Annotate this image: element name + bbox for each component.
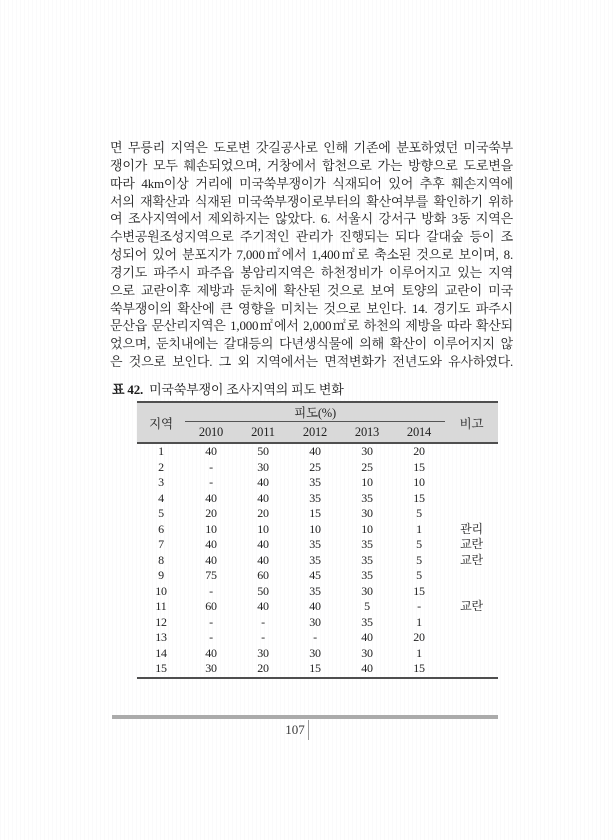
cell-remark: [445, 475, 498, 491]
cell-value-2010: -: [209, 459, 213, 474]
cell-value-2014: 1: [416, 645, 422, 660]
paragraph-line: 여 조사지역에서 제외하지는 않았다. 6. 서울시 강서구 방화 3동 지역은: [110, 211, 513, 227]
cell-value-2012: 35: [309, 490, 321, 505]
cell-remark: [445, 491, 498, 507]
cell-value-2013: 35: [361, 614, 373, 629]
table-caption-text: 미국쑥부쟁이 조사지역의 피도 변화: [149, 382, 344, 397]
cell-value-2014: 1: [416, 521, 422, 536]
cell-value-2012: 30: [309, 645, 321, 660]
cell-region: 8: [158, 552, 164, 567]
cell-value-2011: 40: [257, 599, 269, 613]
cell-value-2013: 40: [361, 630, 373, 644]
table-row: [137, 599, 498, 615]
paragraph-line: 쑥부쟁이의 확산에 큰 영향을 미치는 것으로 보인다. 14. 경기도 파주시: [110, 300, 513, 316]
cell-remark: [445, 646, 498, 662]
cell-remark: [445, 630, 498, 646]
cell-value-2013: 30: [361, 506, 373, 520]
cell-remark: [445, 584, 498, 600]
cell-value-2013: 30: [361, 444, 373, 458]
paragraph: [110, 139, 513, 371]
table-row: [137, 661, 498, 678]
table-row: [137, 630, 498, 646]
table-row: [137, 460, 498, 476]
cell-region: 2: [158, 459, 164, 474]
cell-value-2014: 15: [413, 459, 425, 474]
cell-value-2012: 15: [309, 661, 321, 675]
cell-value-2012: 40: [309, 599, 321, 613]
table-caption-label: 표 42.: [112, 382, 144, 397]
paragraph-line: 문산읍 문산리지역은 1,000㎡에서 2,000㎡로 하천의 제방을 따라 확산되: [110, 318, 513, 334]
footer-rule: [112, 715, 498, 719]
cell-value-2013: 10: [361, 521, 373, 536]
page-number: 107: [285, 722, 305, 737]
cell-value-2013: 35: [361, 552, 373, 567]
cell-value-2011: 40: [257, 537, 269, 551]
cell-remark: [445, 615, 498, 631]
table-caption: [112, 379, 515, 398]
cell-value-2011: 60: [257, 568, 269, 582]
cell-value-2010: 40: [205, 537, 217, 551]
table-row: [137, 506, 498, 522]
cell-value-2013: 35: [361, 490, 373, 505]
table-row: [137, 537, 498, 553]
cell-value-2011: 40: [257, 490, 269, 505]
cell-value-2013: 30: [361, 583, 373, 598]
table-row: [137, 584, 498, 600]
cell-value-2011: 20: [257, 661, 269, 675]
cell-region: 4: [158, 490, 164, 505]
cell-remark: [445, 443, 498, 460]
table-row: [137, 553, 498, 569]
cell-remark: 교란: [460, 599, 483, 613]
column-header-year-2014: 2014: [393, 422, 445, 444]
cell-value-2011: 40: [257, 475, 269, 489]
cell-remark: [445, 568, 498, 584]
paragraph-line: 면 무릉리 지역은 도로변 갓길공사로 인해 기존에 분포하였던 미국쑥부: [110, 140, 513, 155]
paragraph-line: 성되어 있어 분포지가 7,000㎡에서 1,400㎡로 축소된 것으로 보이며, 8.: [110, 247, 513, 263]
table-row: [137, 475, 498, 491]
cell-region: 9: [158, 568, 164, 582]
table-row: [137, 568, 498, 584]
cell-value-2010: 40: [205, 645, 217, 660]
column-header-year-2011: 2011: [237, 422, 289, 444]
cell-value-2014: 15: [413, 490, 425, 505]
cell-remark: 교란: [460, 552, 483, 567]
cell-region: 6: [158, 521, 164, 536]
cell-value-2012: 35: [309, 475, 321, 489]
paragraph-line: 경기도 파주시 파주읍 봉암리지역은 하천정비가 이루어지고 있는 지역: [110, 264, 513, 280]
cell-value-2012: 35: [309, 537, 321, 551]
cell-value-2010: -: [209, 475, 213, 489]
cell-region: 7: [158, 537, 164, 551]
cell-value-2013: 5: [364, 599, 370, 613]
cell-region: 11: [155, 599, 167, 613]
cell-value-2014: 5: [416, 552, 422, 567]
cell-value-2011: 30: [257, 459, 269, 474]
cell-value-2014: 5: [416, 568, 422, 582]
cell-value-2014: 15: [413, 661, 425, 675]
paragraph-line: 따라 4km이상 거리에 미국쑥부쟁이가 식재되어 있어 추후 훼손지역에: [110, 175, 513, 191]
cell-value-2013: 35: [361, 537, 373, 551]
coverage-table: [137, 401, 498, 679]
cell-value-2010: -: [209, 583, 213, 598]
table-header: [137, 402, 498, 443]
cell-value-2013: 25: [361, 459, 373, 474]
cell-region: 1: [158, 444, 164, 458]
cell-remark: [445, 460, 498, 476]
table-row: [137, 443, 498, 460]
column-header-year-2012: 2012: [289, 422, 341, 444]
cell-value-2014: 1: [416, 614, 422, 629]
cell-value-2011: -: [261, 614, 265, 629]
cell-region: 5: [158, 506, 164, 520]
cell-value-2010: 10: [205, 521, 217, 536]
cell-value-2010: 60: [205, 599, 217, 613]
table-row: [137, 615, 498, 631]
cell-value-2011: -: [261, 630, 265, 644]
paragraph-line: 은 것으로 보인다. 그 외 지역에서는 면적변화가 전년도와 유사하였다.: [110, 354, 513, 370]
cell-remark: 관리: [460, 521, 483, 536]
cell-value-2014: 15: [413, 583, 425, 598]
cell-value-2010: 30: [205, 661, 217, 675]
cell-value-2011: 30: [257, 645, 269, 660]
cell-value-2014: 20: [413, 630, 425, 644]
cell-value-2014: 5: [416, 506, 422, 520]
cell-value-2013: 40: [361, 661, 373, 675]
cell-value-2012: 35: [309, 583, 321, 598]
paragraph-line: 서의 재확산과 식재된 미국쑥부쟁이로부터의 확산여부를 확인하기 위하: [110, 193, 513, 209]
paragraph-line: 었으며, 둔치내에는 갈대등의 다년생식물에 의해 확산이 이루어지지 않: [110, 336, 513, 352]
cell-value-2011: 20: [257, 506, 269, 520]
cell-value-2014: 10: [413, 475, 425, 489]
table-row: [137, 522, 498, 538]
cell-value-2012: 40: [309, 444, 321, 458]
cell-value-2012: -: [313, 630, 317, 644]
cell-remark: 교란: [460, 537, 483, 551]
cell-region: 10: [155, 583, 167, 598]
cell-value-2013: 10: [361, 475, 373, 489]
cell-value-2011: 50: [257, 444, 269, 458]
column-header-year-2010: 2010: [185, 422, 237, 444]
cell-remark: [445, 506, 498, 522]
page-number-tick: [308, 720, 309, 740]
column-header-region: 지역: [137, 402, 185, 443]
cell-region: 15: [155, 661, 167, 675]
cell-value-2014: -: [417, 599, 421, 613]
cell-region: 12: [155, 614, 167, 629]
table-header-group-row: [137, 402, 498, 422]
cell-value-2010: 40: [205, 444, 217, 458]
table-row: [137, 646, 498, 662]
cell-value-2012: 15: [309, 506, 321, 520]
paragraph-line: 쟁이가 모두 훼손되었으며, 거창에서 합천으로 가는 방향으로 도로변을: [110, 157, 513, 173]
table-header-year-row: [137, 422, 498, 444]
cell-region: 13: [155, 630, 167, 644]
cell-value-2010: 40: [205, 490, 217, 505]
column-header-remark: 비고: [445, 402, 498, 443]
cell-value-2010: -: [209, 614, 213, 629]
cell-region: 14: [155, 645, 167, 660]
cell-value-2012: 10: [309, 521, 321, 536]
cell-value-2010: 40: [205, 552, 217, 567]
table-row: [137, 491, 498, 507]
cell-value-2013: 30: [361, 645, 373, 660]
cell-value-2010: 75: [205, 568, 217, 582]
column-header-year-2013: 2013: [341, 422, 393, 444]
cell-value-2014: 20: [413, 444, 425, 458]
cell-value-2014: 5: [416, 537, 422, 551]
cell-value-2012: 30: [309, 614, 321, 629]
cell-region: 3: [158, 475, 164, 489]
cell-value-2010: 20: [205, 506, 217, 520]
cell-value-2011: 10: [257, 521, 269, 536]
cell-value-2010: -: [209, 630, 213, 644]
cell-value-2012: 35: [309, 552, 321, 567]
paragraph-line: 수변공원조성지역으로 주기적인 관리가 진행되는 되다 갈대숲 등이 조: [110, 229, 513, 245]
column-header-coverage-group: 피도(%): [185, 402, 445, 422]
cell-value-2012: 25: [309, 459, 321, 474]
cell-value-2011: 50: [257, 583, 269, 598]
cell-remark: [445, 661, 498, 678]
cell-value-2012: 45: [309, 568, 321, 582]
table-body: [137, 443, 498, 678]
paragraph-line: 으로 교란이후 제방과 둔치에 확산된 것으로 보여 토양의 교란이 미국: [110, 282, 513, 298]
cell-value-2013: 35: [361, 568, 373, 582]
cell-value-2011: 40: [257, 552, 269, 567]
table-container: [137, 401, 498, 679]
